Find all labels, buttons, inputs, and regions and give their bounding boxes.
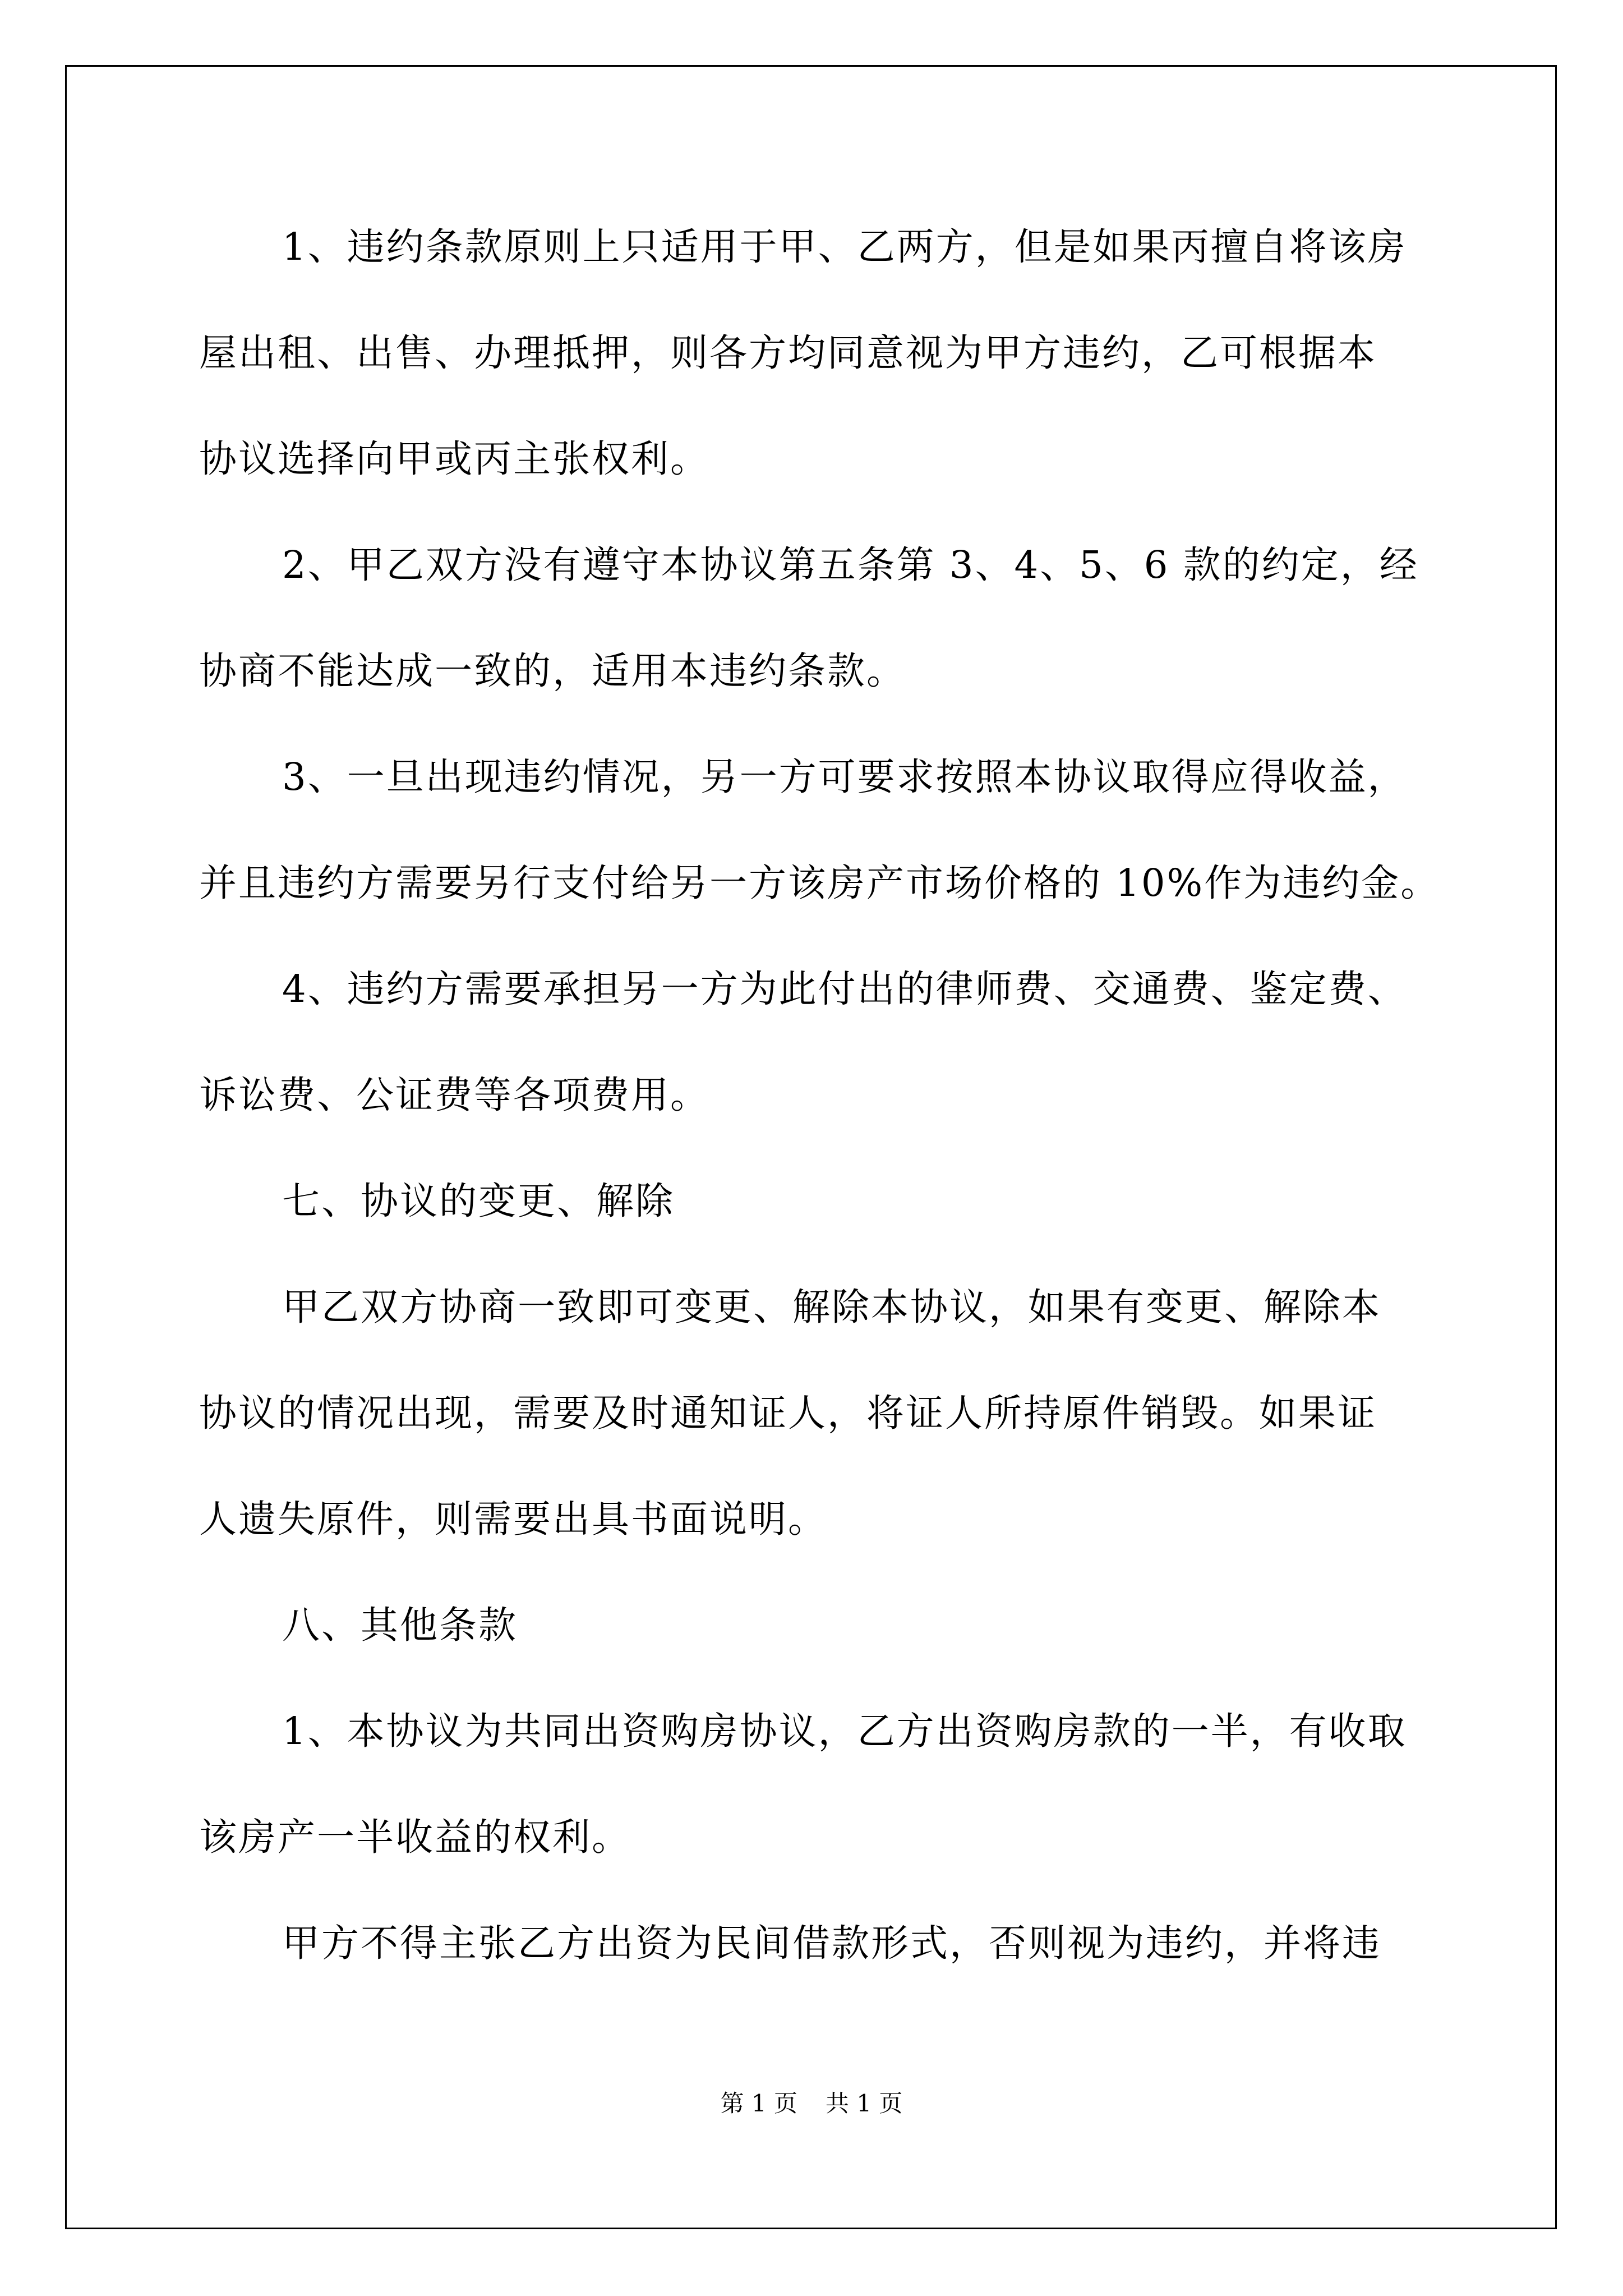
text-line: 1、本协议为共同出资购房协议，乙方出资购房款的一半，有收取 [282,1709,1407,1753]
page-number: 第 1 页 [720,2090,797,2117]
text-line: 诉讼费、公证费等各项费用。 [199,1073,709,1117]
text-line: 并且违约方需要另行支付给另一方该房产市场价格的 10%作为违约金。 [199,861,1440,905]
text-line: 协议选择向甲或丙主张权利。 [199,437,709,481]
page-footer [0,2087,1623,2120]
section-heading: 八、其他条款 [282,1603,518,1647]
text-line: 甲乙双方协商一致即可变更、解除本协议，如果有变更、解除本 [282,1285,1381,1329]
section-heading: 七、协议的变更、解除 [282,1179,675,1223]
text-line: 4、违约方需要承担另一方为此付出的律师费、交通费、鉴定费、 [282,967,1407,1011]
page-count: 共 1 页 [826,2090,903,2117]
text-line: 甲方不得主张乙方出资为民间借款形式，否则视为违约，并将违 [282,1921,1381,1965]
text-line: 屋出租、出售、办理抵押，则各方均同意视为甲方违约，乙可根据本 [199,331,1377,375]
text-line: 人遗失原件，则需要出具书面说明。 [199,1497,827,1541]
text-line: 2、甲乙双方没有遵守本协议第五条第 3、4、5、6 款的约定，经 [282,543,1419,587]
text-line: 该房产一半收益的权利。 [199,1815,631,1859]
text-line: 3、一旦出现违约情况，另一方可要求按照本协议取得应得收益， [282,755,1407,799]
text-line: 协议的情况出现，需要及时通知证人，将证人所持原件销毁。如果证 [199,1391,1377,1435]
text-line: 协商不能达成一致的，适用本违约条款。 [199,649,906,693]
text-line: 1、违约条款原则上只适用于甲、乙两方，但是如果丙擅自将该房 [282,225,1407,269]
